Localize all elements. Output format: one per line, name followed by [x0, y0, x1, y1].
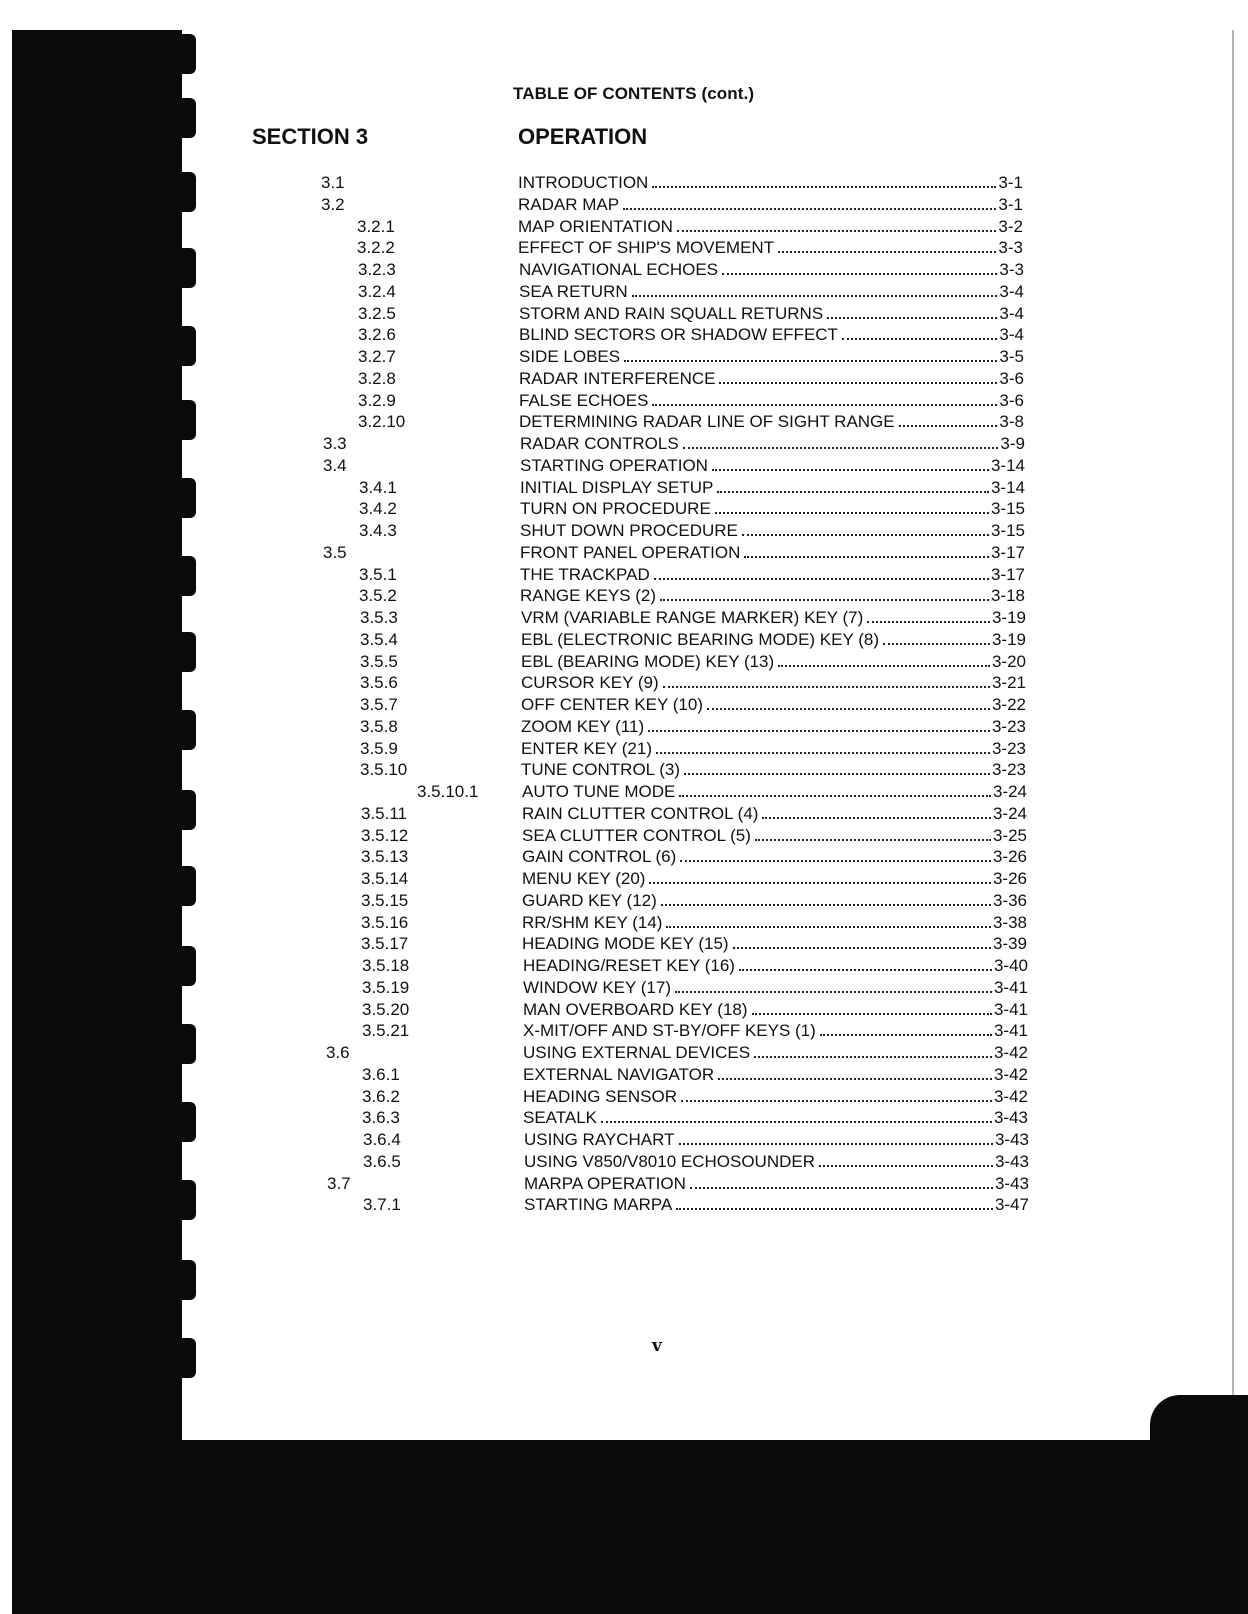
toc-entry-line	[524, 1194, 1029, 1216]
toc-entry-page: 3-20	[991, 651, 1026, 671]
toc-entry-number: 3.5.1	[359, 564, 397, 584]
toc-entry-title: HEADING MODE KEY (15)	[522, 934, 729, 954]
toc-dot-leader	[819, 1165, 993, 1167]
toc-entry-number: 3.5.19	[362, 977, 410, 997]
toc-entry	[0, 1042, 1248, 1064]
toc-entry	[0, 390, 1248, 412]
toc-entry-line	[521, 672, 1026, 694]
toc-entry-number: 3.7.1	[363, 1195, 401, 1215]
toc-entry	[0, 955, 1248, 977]
toc-entry-line	[520, 564, 1025, 586]
toc-entry-title: SIDE LOBES	[519, 347, 621, 366]
toc-entry	[0, 607, 1248, 629]
toc-entry-page: 3-24	[992, 782, 1027, 801]
toc-entry-title: EBL (BEARING MODE) KEY (13)	[521, 651, 775, 671]
toc-entry-title: SEATALK	[523, 1108, 598, 1128]
toc-entry	[0, 781, 1248, 803]
toc-entry-line	[519, 259, 1024, 281]
toc-entry-line	[519, 303, 1024, 325]
toc-entry-title: THE TRACKPAD	[520, 564, 650, 584]
toc-entry-number: 3.2.4	[358, 281, 396, 301]
toc-entry-title: FRONT PANEL OPERATION	[520, 542, 741, 562]
toc-entry	[0, 999, 1248, 1021]
toc-entry-line	[523, 977, 1028, 999]
toc-entry	[0, 585, 1248, 607]
toc-entry-line	[523, 1086, 1028, 1108]
toc-entry-line	[522, 781, 1027, 803]
toc-entry-title: INITIAL DISPLAY SETUP	[520, 477, 714, 497]
toc-entry-line	[523, 1020, 1028, 1042]
toc-entry	[0, 977, 1248, 999]
toc-entry-page: 3-17	[990, 564, 1025, 584]
toc-entry-number: 3.2.10	[358, 412, 406, 432]
toc-entry-page: 3-38	[992, 912, 1027, 932]
toc-entry-line	[522, 825, 1027, 847]
toc-entry-line	[519, 281, 1024, 303]
toc-entry-page: 3-42	[993, 1043, 1028, 1062]
toc-entry-line	[523, 1042, 1028, 1064]
toc-dot-leader	[778, 665, 990, 667]
toc-dot-leader	[762, 817, 991, 819]
toc-entry-title: EFFECT OF SHIP'S MOVEMENT	[518, 238, 775, 258]
toc-entry-number: 3.1	[321, 173, 345, 192]
toc-entry-page: 3-23	[991, 716, 1026, 736]
toc-dot-leader	[632, 295, 998, 297]
toc-entry-title: EBL (ELECTRONIC BEARING MODE) KEY (8)	[521, 629, 880, 649]
toc-entry-title: RANGE KEYS (2)	[520, 586, 657, 606]
toc-entry-number: 3.5.15	[361, 890, 409, 910]
spiral-ring-1	[148, 34, 196, 74]
toc-entry-title: FALSE ECHOES	[519, 390, 649, 410]
toc-entry	[0, 411, 1248, 433]
toc-entry-title: RAIN CLUTTER CONTROL (4)	[522, 803, 759, 823]
toc-entry-line	[519, 368, 1024, 390]
toc-entry-title: VRM (VARIABLE RANGE MARKER) KEY (7)	[521, 608, 864, 627]
toc-entry-page: 3-43	[994, 1130, 1029, 1149]
toc-entry-line	[522, 890, 1027, 912]
toc-entry-number: 3.3	[323, 434, 347, 453]
toc-entry-line	[521, 716, 1026, 738]
toc-dot-leader	[744, 556, 989, 558]
toc-entry	[0, 346, 1248, 368]
toc-entry-page: 3-41	[993, 999, 1028, 1019]
toc-entry-page: 3-15	[990, 521, 1025, 540]
toc-entry	[0, 890, 1248, 912]
toc-entry-title: SHUT DOWN PROCEDURE	[520, 521, 738, 540]
toc-entry-line	[519, 411, 1024, 433]
toc-entry-number: 3.2.3	[358, 260, 396, 279]
toc-entry-line	[523, 1064, 1028, 1086]
toc-dot-leader	[883, 643, 990, 645]
toc-entry-line	[519, 324, 1024, 346]
toc-entry	[0, 433, 1248, 455]
toc-dot-leader	[654, 578, 989, 580]
toc-entry-page: 3-3	[999, 260, 1024, 279]
toc-entry-page: 3-3	[998, 238, 1023, 258]
toc-entry-line	[522, 846, 1027, 868]
page-number: v	[652, 1336, 662, 1356]
toc-entry-title: STARTING OPERATION	[520, 455, 708, 475]
toc-entry-page: 3-4	[999, 303, 1024, 323]
toc-entry	[0, 825, 1248, 847]
toc-entry-number: 3.2.6	[358, 325, 396, 345]
toc-entry	[0, 564, 1248, 586]
toc-dot-leader	[601, 1121, 992, 1123]
toc-entry	[0, 368, 1248, 390]
toc-dot-leader	[679, 1143, 993, 1145]
toc-entry-number: 3.4.2	[359, 499, 397, 519]
toc-entry	[0, 216, 1248, 238]
toc-dot-leader	[867, 621, 990, 623]
toc-entry-title: BLIND SECTORS OR SHADOW EFFECT	[519, 325, 838, 345]
toc-dot-leader	[733, 947, 991, 949]
toc-entry-title: CURSOR KEY (9)	[521, 673, 659, 693]
toc-entry-number: 3.5.6	[360, 673, 398, 693]
toc-dot-leader	[680, 860, 991, 862]
toc-entry	[0, 172, 1248, 194]
toc-entry-line	[521, 629, 1026, 651]
toc-entry-number: 3.2.1	[357, 216, 395, 236]
toc-dot-leader	[684, 773, 990, 775]
toc-entry	[0, 651, 1248, 673]
toc-entry-line	[520, 520, 1025, 542]
toc-entry-number: 3.4.3	[359, 521, 397, 540]
toc-entry-number: 3.6.4	[363, 1130, 401, 1149]
toc-dot-leader	[690, 1187, 993, 1189]
toc-entry-line	[522, 803, 1027, 825]
toc-entry-number: 3.5.20	[362, 999, 410, 1019]
toc-dot-leader	[742, 534, 989, 536]
toc-entry	[0, 672, 1248, 694]
toc-dot-leader	[715, 512, 989, 514]
toc-entry-title: EXTERNAL NAVIGATOR	[523, 1064, 715, 1084]
toc-entry-line	[518, 172, 1023, 194]
toc-dot-leader	[739, 969, 992, 971]
toc-entry-line	[520, 542, 1025, 564]
toc-entry-page: 3-19	[991, 629, 1026, 649]
toc-entry-title: TUNE CONTROL (3)	[521, 760, 680, 780]
toc-entry-number: 3.5.17	[361, 934, 409, 954]
toc-entry-page: 3-41	[993, 1021, 1028, 1041]
toc-entry-number: 3.5.8	[360, 716, 398, 736]
toc-entry-title: ENTER KEY (21)	[521, 738, 653, 758]
toc-entry-title: USING V850/V8010 ECHOSOUNDER	[524, 1151, 815, 1171]
toc-dot-leader	[666, 926, 991, 928]
toc-entry	[0, 1086, 1248, 1108]
toc-entry-number: 3.6	[326, 1043, 350, 1062]
toc-entry	[0, 498, 1248, 520]
toc-entry-number: 3.5.10	[360, 760, 408, 780]
toc-entry-line	[518, 237, 1023, 259]
toc-entry-title: STORM AND RAIN SQUALL RETURNS	[519, 303, 824, 323]
toc-entry-page: 3-14	[990, 477, 1025, 497]
toc-entry-number: 3.6.3	[362, 1108, 400, 1128]
section-label: SECTION 3	[252, 124, 369, 149]
toc-dot-leader	[752, 1013, 992, 1015]
scan-bottom-shadow	[20, 1440, 1248, 1614]
toc-entry	[0, 759, 1248, 781]
toc-entry-title: RR/SHM KEY (14)	[522, 912, 663, 932]
toc-entry-title: AUTO TUNE MODE	[522, 782, 676, 801]
toc-entry-page: 3-24	[992, 803, 1027, 823]
toc-entry-page: 3-15	[990, 499, 1025, 519]
toc-entry-number: 3.2	[321, 194, 345, 214]
toc-entry-line	[520, 433, 1025, 455]
toc-entry-line	[521, 651, 1026, 673]
toc-dot-leader	[649, 882, 991, 884]
toc-entry-line	[522, 868, 1027, 890]
toc-dot-leader	[722, 273, 997, 275]
toc-entry-page: 3-19	[991, 608, 1026, 627]
toc-entry-page: 3-36	[992, 890, 1027, 910]
toc-dot-leader	[719, 382, 997, 384]
toc-entry-line	[524, 1129, 1029, 1151]
toc-entry-line	[520, 455, 1025, 477]
toc-entry-number: 3.5.9	[360, 738, 398, 758]
toc-entry	[0, 520, 1248, 542]
toc-dot-leader	[754, 1056, 992, 1058]
toc-entry-title: MENU KEY (20)	[522, 869, 646, 888]
toc-dot-leader	[677, 230, 997, 232]
toc-entry-line	[521, 759, 1026, 781]
toc-entry-number: 3.4	[323, 455, 347, 475]
section-title: OPERATION	[518, 124, 648, 149]
toc-entry	[0, 281, 1248, 303]
toc-entry-page: 3-1	[998, 173, 1023, 192]
toc-entry	[0, 738, 1248, 760]
toc-entry-page: 3-22	[991, 695, 1026, 714]
toc-entry-number: 3.6.2	[362, 1086, 400, 1106]
toc-entry	[0, 303, 1248, 325]
toc-entry-number: 3.6.1	[362, 1064, 400, 1084]
toc-entry-page: 3-43	[993, 1108, 1028, 1128]
toc-dot-leader	[675, 991, 992, 993]
toc-entry-line	[522, 912, 1027, 934]
toc-entry-page: 3-9	[1000, 434, 1025, 453]
toc-entry-title: HEADING/RESET KEY (16)	[523, 956, 735, 975]
toc-entry-page: 3-21	[991, 673, 1026, 693]
toc-entry	[0, 846, 1248, 868]
toc-entry-number: 3.5.18	[362, 956, 410, 975]
toc-dot-leader	[656, 752, 990, 754]
toc-entry-page: 3-47	[994, 1195, 1029, 1215]
toc-dot-leader	[707, 708, 990, 710]
toc-entry-page: 3-18	[990, 586, 1025, 606]
toc-entry-number: 3.2.2	[357, 238, 395, 258]
toc-entry-page: 3-42	[993, 1086, 1028, 1106]
toc-entry-page: 3-6	[999, 390, 1024, 410]
toc-entry	[0, 455, 1248, 477]
spiral-ring-17	[148, 1260, 196, 1300]
toc-entry-line	[521, 738, 1026, 760]
toc-entry-number: 3.7	[327, 1173, 351, 1193]
toc-dot-leader	[663, 686, 990, 688]
toc-entry-line	[524, 1151, 1029, 1173]
toc-dot-leader	[683, 447, 999, 449]
toc-entry-number: 3.2.7	[358, 347, 396, 366]
toc-entry-page: 3-23	[991, 738, 1026, 758]
toc-entry-line	[524, 1173, 1029, 1195]
toc-dot-leader	[660, 599, 989, 601]
toc-entry-number: 3.2.5	[358, 303, 396, 323]
toc-entry-line	[518, 194, 1023, 216]
toc-entry-page: 3-23	[991, 760, 1026, 780]
toc-dot-leader	[676, 1208, 993, 1210]
toc-entry	[0, 716, 1248, 738]
toc-entry-title: MARPA OPERATION	[524, 1173, 686, 1193]
toc-entry-number: 3.6.5	[363, 1151, 401, 1171]
toc-entry	[0, 1194, 1248, 1216]
toc-entry	[0, 324, 1248, 346]
toc-entry-line	[521, 607, 1026, 629]
toc-entry-line	[518, 216, 1023, 238]
toc-dot-leader	[681, 1100, 992, 1102]
toc-entry-page: 3-8	[999, 412, 1024, 432]
toc-dot-leader	[755, 839, 991, 841]
toc-entry-title: SEA RETURN	[519, 281, 628, 301]
toc-dot-leader	[652, 186, 996, 188]
toc-entry-line	[520, 585, 1025, 607]
toc-entry-page: 3-40	[993, 956, 1028, 975]
toc-entry-title: OFF CENTER KEY (10)	[521, 695, 703, 714]
toc-dot-leader	[778, 251, 996, 253]
toc-entry-title: USING RAYCHART	[524, 1130, 675, 1149]
page-curl-shadow	[1150, 1395, 1248, 1460]
toc-dot-leader	[842, 338, 997, 340]
toc-entry-number: 3.5.10.1	[417, 782, 479, 801]
toc-entry-page: 3-26	[992, 869, 1027, 888]
toc-entry-line	[523, 999, 1028, 1021]
toc-entry	[0, 237, 1248, 259]
toc-entry-title: X-MIT/OFF AND ST-BY/OFF KEYS (1)	[523, 1021, 816, 1041]
toc-entry-line	[520, 477, 1025, 499]
toc-dot-leader	[899, 425, 998, 427]
toc-entry-number: 3.5.12	[361, 825, 409, 845]
toc-entry-number: 3.5.2	[359, 586, 397, 606]
toc-dot-leader	[652, 404, 997, 406]
toc-entry-page: 3-17	[990, 542, 1025, 562]
toc-entry	[0, 912, 1248, 934]
toc-entry	[0, 1107, 1248, 1129]
toc-entry-title: TURN ON PROCEDURE	[520, 499, 711, 519]
toc-dot-leader	[820, 1034, 992, 1036]
toc-entry-page: 3-14	[990, 455, 1025, 475]
toc-entry-title: NAVIGATIONAL ECHOES	[519, 260, 719, 279]
toc-entry-number: 3.5.11	[361, 803, 408, 823]
toc-entry	[0, 629, 1248, 651]
toc-entry	[0, 1064, 1248, 1086]
toc-dot-leader	[661, 904, 991, 906]
toc-entry	[0, 1129, 1248, 1151]
toc-entry	[0, 194, 1248, 216]
toc-entry-number: 3.5.3	[360, 608, 398, 627]
toc-entry-title: ZOOM KEY (11)	[521, 716, 645, 736]
toc-entry-page: 3-6	[999, 368, 1024, 388]
toc-entry-page: 3-39	[992, 934, 1027, 954]
toc-entry-number: 3.5.16	[361, 912, 409, 932]
toc-entry-line	[519, 346, 1024, 368]
toc-entry-title: SEA CLUTTER CONTROL (5)	[522, 825, 751, 845]
toc-entry-title: RADAR MAP	[518, 194, 620, 214]
toc-dot-leader	[648, 730, 990, 732]
toc-entry-title: HEADING SENSOR	[523, 1086, 677, 1106]
toc-entry-title: RADAR CONTROLS	[520, 434, 679, 453]
toc-entry-title: USING EXTERNAL DEVICES	[523, 1043, 751, 1062]
toc-entry-title: WINDOW KEY (17)	[523, 977, 671, 997]
toc-entry-page: 3-5	[999, 347, 1024, 366]
toc-entry-line	[521, 694, 1026, 716]
toc-entry-title: MAN OVERBOARD KEY (18)	[523, 999, 748, 1019]
toc-entry-page: 3-43	[994, 1151, 1029, 1171]
toc-entry-number: 3.4.1	[359, 477, 397, 497]
toc-entry-page: 3-41	[993, 977, 1028, 997]
toc-entry-number: 3.5.14	[361, 869, 409, 888]
toc-entry-title: DETERMINING RADAR LINE OF SIGHT RANGE	[519, 412, 895, 432]
toc-entry-title: STARTING MARPA	[524, 1195, 673, 1215]
toc-entry	[0, 933, 1248, 955]
toc-entry-page: 3-42	[993, 1064, 1028, 1084]
toc-entry-title: GUARD KEY (12)	[522, 890, 657, 910]
toc-dot-leader	[718, 1078, 992, 1080]
spiral-ring-2	[148, 98, 196, 138]
toc-dot-leader	[623, 208, 996, 210]
toc-entry-number: 3.2.9	[358, 390, 396, 410]
toc-entry	[0, 868, 1248, 890]
toc-entry-title: MAP ORIENTATION	[518, 216, 673, 236]
toc-entry-line	[520, 498, 1025, 520]
toc-entry-page: 3-43	[994, 1173, 1029, 1193]
toc-entry-page: 3-1	[998, 194, 1023, 214]
toc-entry-title: GAIN CONTROL (6)	[522, 847, 677, 867]
toc-dot-leader	[624, 360, 997, 362]
toc-entry-number: 3.5	[323, 542, 347, 562]
toc-dot-leader	[712, 469, 989, 471]
toc-entry	[0, 477, 1248, 499]
toc-entry-line	[523, 955, 1028, 977]
toc-entry	[0, 1151, 1248, 1173]
toc-entry-number: 3.2.8	[358, 368, 396, 388]
spiral-ring-18	[148, 1338, 196, 1378]
toc-entry-page: 3-25	[992, 825, 1027, 845]
toc-dot-leader	[717, 491, 989, 493]
toc-entry-number: 3.5.13	[361, 847, 409, 867]
toc-entry-line	[519, 390, 1024, 412]
toc-entry	[0, 694, 1248, 716]
toc-entry	[0, 542, 1248, 564]
toc-entry-number: 3.5.5	[360, 651, 398, 671]
toc-entry-number: 3.5.4	[360, 629, 398, 649]
toc-dot-leader	[679, 795, 991, 797]
toc-entry	[0, 259, 1248, 281]
toc-entry-page: 3-26	[992, 847, 1027, 867]
toc-dot-leader	[827, 317, 997, 319]
toc-entry-title: RADAR INTERFERENCE	[519, 368, 716, 388]
toc-entry-title: INTRODUCTION	[518, 173, 649, 192]
toc-entry	[0, 1020, 1248, 1042]
page-header: TABLE OF CONTENTS (cont.)	[513, 84, 755, 103]
toc-entry	[0, 803, 1248, 825]
toc-entry	[0, 1173, 1248, 1195]
toc-entry-page: 3-2	[998, 216, 1023, 236]
toc-entry-line	[522, 933, 1027, 955]
toc-entry-number: 3.5.7	[360, 695, 398, 714]
toc-entry-line	[523, 1107, 1028, 1129]
toc-entry-page: 3-4	[999, 325, 1024, 345]
toc-entry-page: 3-4	[999, 281, 1024, 301]
toc-entry-number: 3.5.21	[362, 1021, 410, 1041]
